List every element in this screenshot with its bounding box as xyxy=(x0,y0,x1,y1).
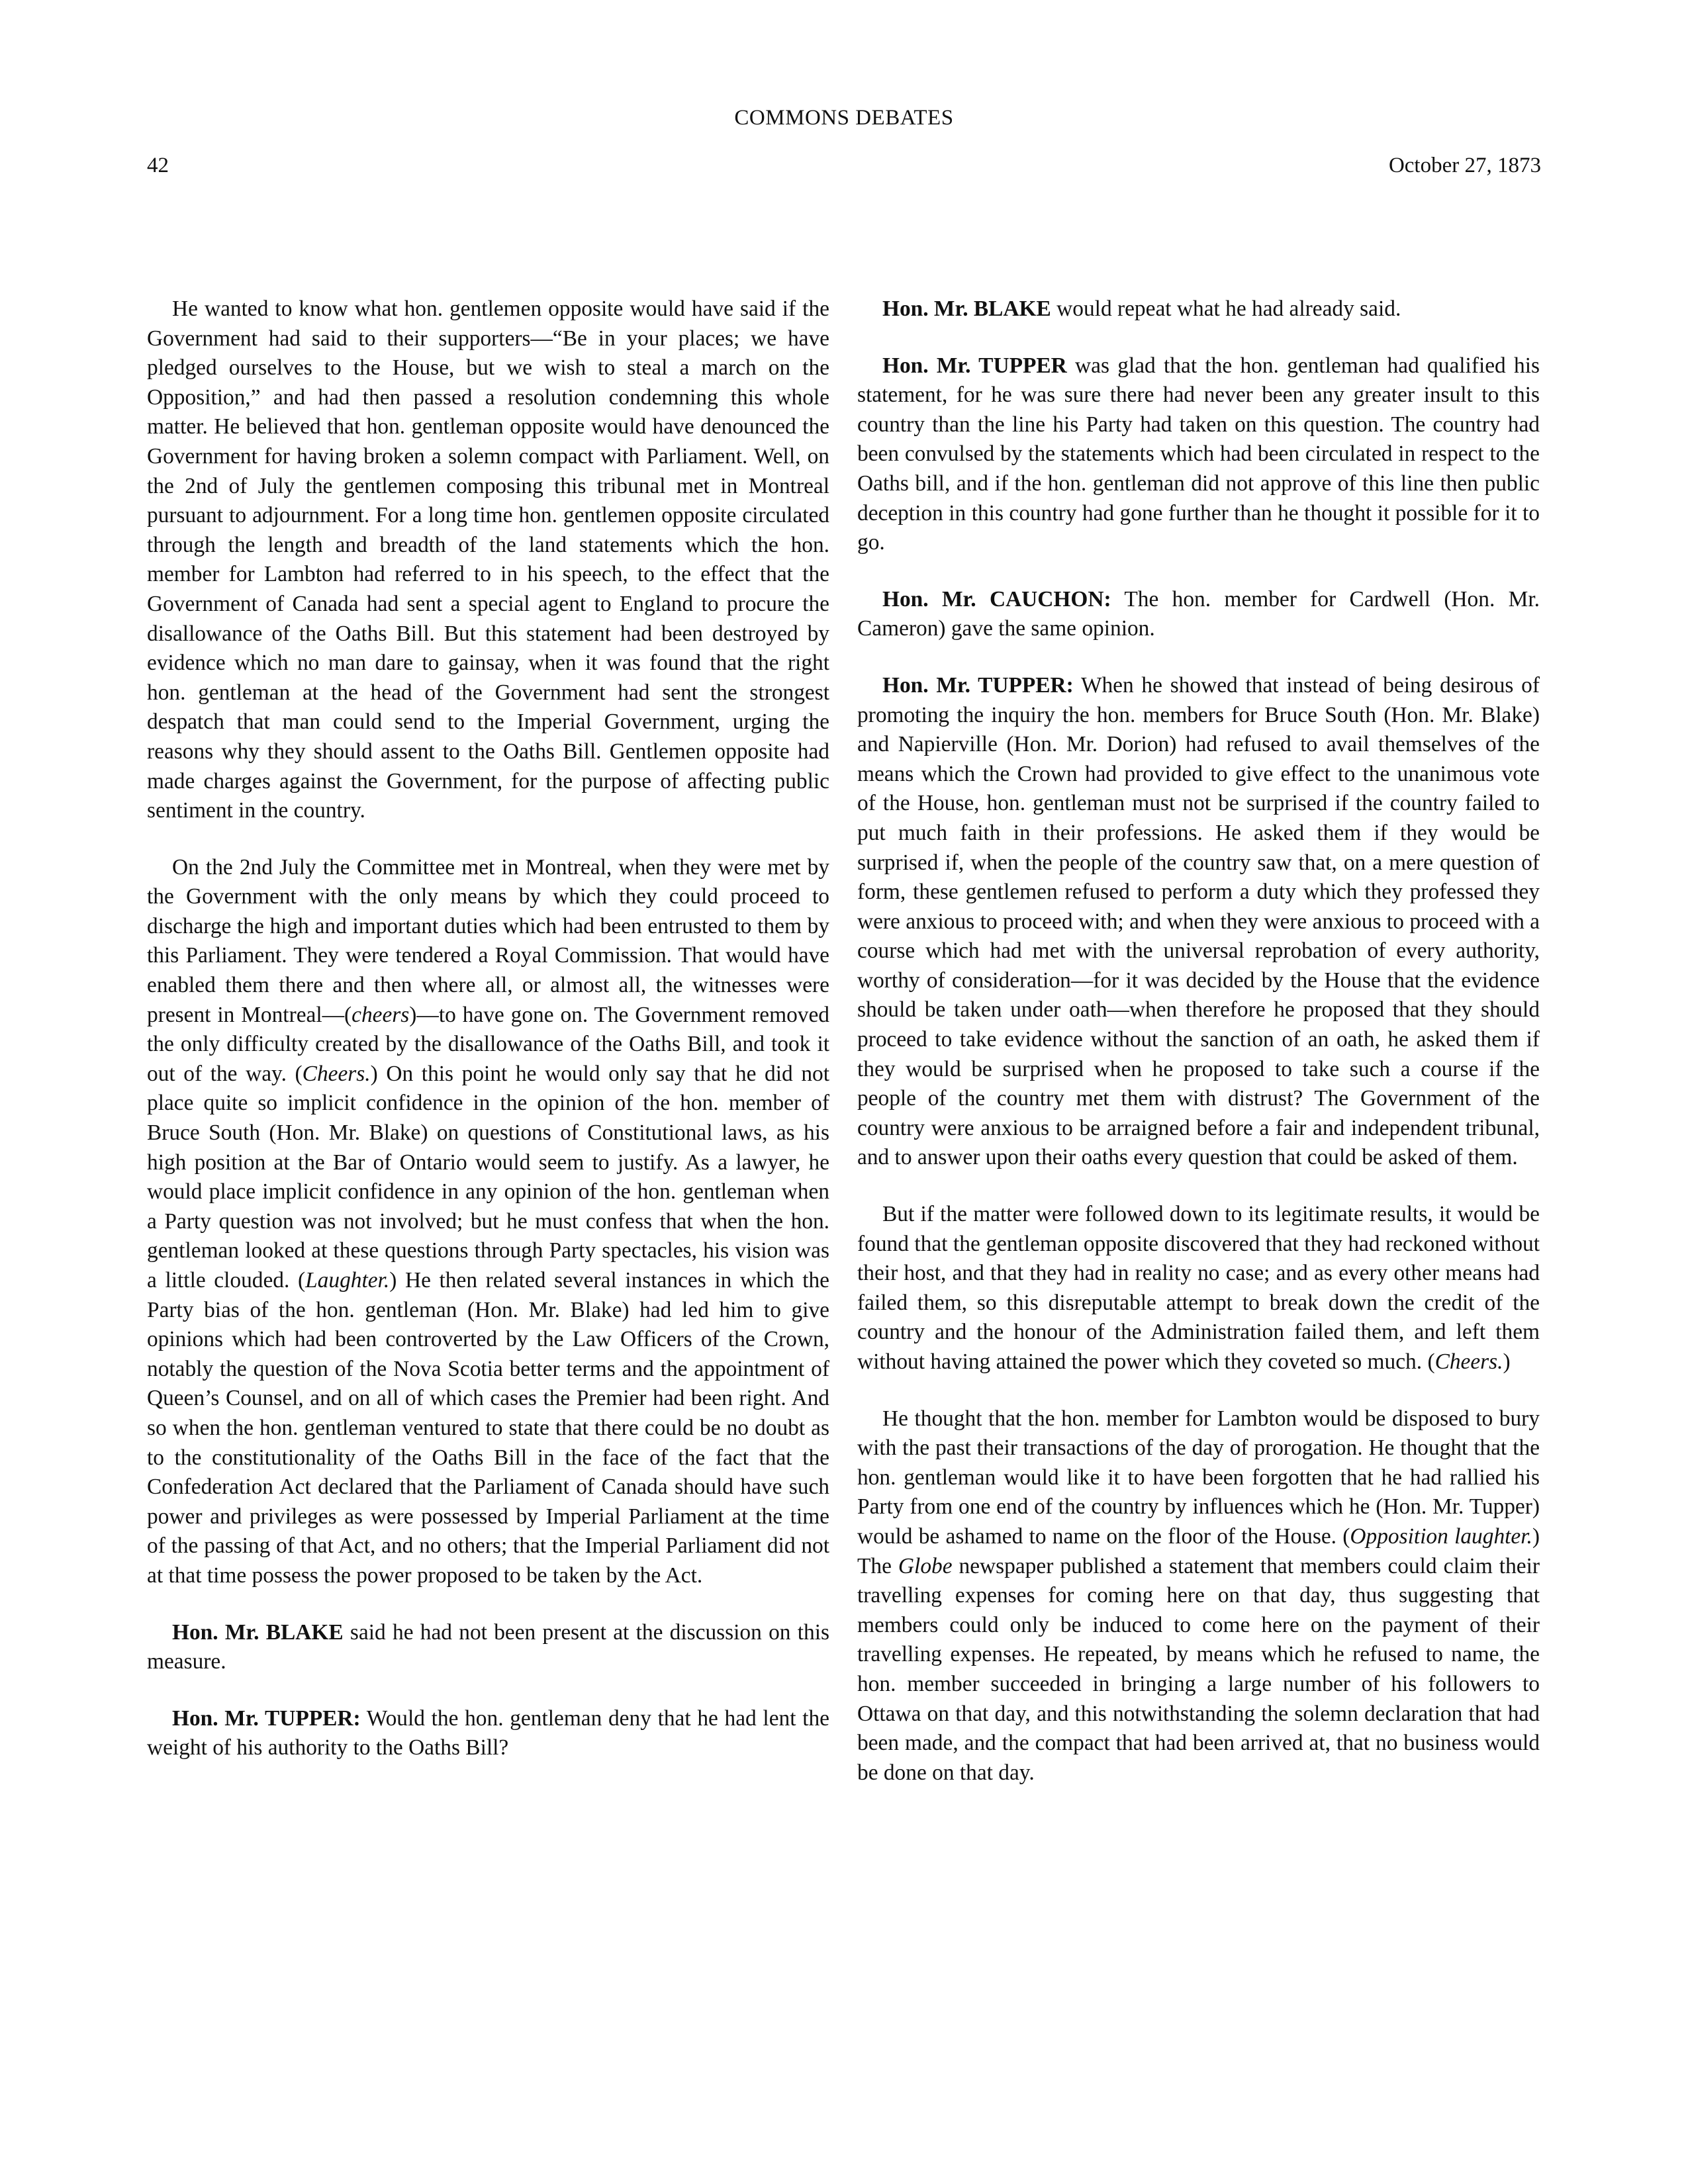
speaker-name: Hon. Mr. BLAKE xyxy=(172,1619,344,1645)
paragraph-text: newspaper published a statement that members could claim their travelling expenses for coming here on that day, thus suggesting that members could only be induced to come here on the payment of their travelling expenses. He repeated, by means which he refused to name, the hon. member succeeded in bringing a large number of his followers to Ottawa on that day, and this notwithstanding the solemn declaration that had been made, and the compact that had been arrived at, that no business would be done on that day. xyxy=(857,1553,1540,1785)
paragraph-text: ) He then related several instances in which the Party bias of the hon. gentleman (Hon. Mr. Blake) had led him to give opinions which had been controverted by the Law Officers of the Crown, notably the question of the Nova Scotia better terms and the appointment of Queen’s Counsel, and on all of which cases the Premier had been right. And so when the hon. gentleman ventured to state that there could be no doubt as to the constitutionality of the Oaths Bill in the face of the fact that the Confederation Act declared that the Parliament of Canada should have such power and privileges as were possessed by Imperial Parliament at the time of the passing of that Act, and no others; that the Imperial Parliament did not at that time possess the power proposed to be taken by the Act. xyxy=(147,1268,829,1588)
paragraph-text: —to have gone on. The Government removed the only difficulty created by the disallowance of the Oaths Bill, and took it out of the way. ( xyxy=(147,1002,829,1086)
paragraph-text: ) xyxy=(1503,1349,1511,1374)
speech-text: would repeat what he had already said. xyxy=(1051,296,1401,321)
stage-direction: Laughter. xyxy=(305,1268,390,1293)
speaker-name: Hon. Mr. TUPPER: xyxy=(172,1706,361,1731)
speaker-name: Hon. Mr. TUPPER: xyxy=(882,672,1074,698)
speech-text: Would the hon. gentleman deny that he had lent the weight of his authority to the Oaths Bill? xyxy=(147,1706,829,1760)
speech-text: said he had not been present at the discussion on this measure. xyxy=(147,1619,829,1674)
speech xyxy=(857,351,1540,558)
speech xyxy=(857,585,1540,644)
page-date: October 27, 1873 xyxy=(1388,154,1541,177)
stage-direction: Opposition laughter. xyxy=(1350,1524,1532,1549)
paragraph: On the 2nd July the Committee met in Montreal, when they were met by the Government with the only means by which they could proceed to discharge the high and important duties which had been entrusted to them by this Parliament. They were tendered a Royal Commission. That would have enabled them there and then where all, or almost all, the witnesses were present in Montreal—(cheers)—to have gone on. The Government removed the only difficulty created by the disallowance of the Oaths Bill, and took it out of the way. (Cheers.) On this point he would only say that he did not place quite so implicit confidence in the opinion of the hon. member of Bruce South (Hon. Mr. Blake) on questions of Constitutional laws, as his high position at the Bar of Ontario would seem to justify. As a lawyer, he would place implicit confidence in any opinion of the hon. gentleman when a Party question was not involved; but he must confess that when the hon. gentleman looked at these questions through Party spectacles, his vision was a little clouded. (Laughter.) He then related several instances in which the Party bias of the hon. gentleman (Hon. Mr. Blake) had led him to give opinions which had been controverted by the Law Officers of the Crown, notably the question of the Nova Scotia better terms and the appointment of Queen’s Counsel, and on all of which cases the Premier had been right. And so when the hon. gentleman ventured to state that there could be no doubt as to the constitutionality of the Oaths Bill in the face of the fact that the Confederation Act declared that the Parliament of Canada should have such power and privileges as were possessed by Imperial Parliament at the time of the passing of that Act, and no others; that the Imperial Parliament did not at that time possess the power proposed to be taken by the Act. xyxy=(147,854,830,1588)
page-number: 42 xyxy=(147,154,169,177)
left-column xyxy=(147,295,829,1790)
paragraph-text: But if the matter were followed down to its legitimate results, it would be found that the gentleman opposite discovered that they had reckoned without their host, and that they had in reality no case; and as every other means had failed them, so this disreputable attempt to break down the credit of the country and the honour of the Administration failed them, and left them without having attained the power which they coveted so much. ( xyxy=(857,1202,1540,1374)
speech-text: was glad that the hon. gentleman had qualified his statement, for he was sure there had never been any greater insult to this country than the line his Party had taken on this question. The country had been convulsed by the statements which had been circulated in respect to the Oaths bill, and if the hon. gentleman did not approve of this line then public deception in this country had gone further than he thought it possible for it to go. xyxy=(857,353,1540,555)
speech xyxy=(857,671,1540,1173)
paragraph-text: He thought that the hon. member for Lambton would be disposed to bury with the past their transactions of the day of prorogation. He thought that the hon. gentleman would like it to have been forgotten that he had rallied his Party from one end of the country by influences which he (Hon. Mr. Tupper) would be ashamed to name on the floor of the House. ( xyxy=(857,1406,1540,1549)
paragraph-text: ) On this point he would only say that he did not place quite so implicit confidence in the opinion of the hon. member of Bruce South (Hon. Mr. Blake) on questions of Constitutional laws, as his high position at the Bar of Ontario would seem to justify. As a lawyer, he would place implicit confidence in any opinion of the hon. gentleman when a Party question was not involved; but he must confess that when the hon. gentleman looked at these questions through Party spectacles, his vision was a little clouded. ( xyxy=(147,1061,830,1293)
running-head: COMMONS DEBATES xyxy=(734,106,954,130)
paragraph-text: On the 2nd July the Committee met in Montreal, when they were met by the Government with the only means by which they could proceed to discharge the high and important duties which had been entrusted to them by this Parliament. They were tendered a Royal Commission. That would have enabled them there and then where all, or almost all, the witnesses were present in Montreal— xyxy=(147,854,829,1027)
speaker-name: Hon. Mr. TUPPER xyxy=(882,353,1067,378)
speech xyxy=(147,1704,829,1763)
paragraph xyxy=(857,1200,1540,1377)
stage-direction: cheers xyxy=(352,1002,410,1027)
speaker-name: Hon. Mr. CAUCHON: xyxy=(882,586,1111,612)
newspaper-title: Globe xyxy=(898,1553,953,1578)
speech-text: The hon. member for Cardwell (Hon. Mr. Cameron) gave the same opinion. xyxy=(857,586,1540,641)
stage-direction: Cheers. xyxy=(302,1061,371,1086)
speaker-name: Hon. Mr. BLAKE xyxy=(882,296,1051,321)
paragraph: He wanted to know what hon. gentlemen opposite would have said if the Government had said to their supporters—“Be in your places; we have pledged ourselves to the House, but we wish to steal a march on the Opposition,” and had then passed a resolution condemning this whole matter. He believed that hon. gentleman opposite would have denounced the Government for having broken a solemn compact with Parliament. Well, on the 2nd of July the gentlemen composing this tribunal met in Montreal pursuant to adjournment. For a long time hon. gentlemen opposite circulated through the length and breadth of the land statements which the hon. member for Lambton had referred to in his speech, to the effect that the Government of Canada had sent a special agent to England to procure the disallowance of the Oaths Bill. But this statement had been destroyed by evidence which no man dare to gainsay, when it was found that the right hon. gentleman at the head of the Government had sent the strongest despatch that man could send to the Imperial Government, urging the reasons why they should assent to the Oaths Bill. Gentlemen opposite had made charges against the Government, for the purpose of affecting public sentiment in the country. xyxy=(147,296,829,823)
paragraph-text: ) The xyxy=(857,1524,1540,1578)
speech xyxy=(147,1618,829,1677)
stage-direction: Cheers. xyxy=(1434,1349,1503,1374)
right-column xyxy=(857,295,1540,1815)
speech-text: When he showed that instead of being desirous of promoting the inquiry the hon. members for Bruce South (Hon. Mr. Blake) and Napierville (Hon. Mr. Dorion) had refused to avail themselves of the means which the Crown had provided to give effect to the unanimous vote of the House, hon. gentleman must not be surprised if the country failed to put much faith in their professions. He asked them if they would be surprised if, when the people of the country saw that, on a mere question of form, these gentlemen refused to perform a duty which they professed they were anxious to proceed with; and when they were anxious to proceed with a course which had met with the universal reprobation of every authority, worthy of consideration—for it was decided by the House that the evidence should be taken under oath—when therefore he proposed that they should proceed to take evidence without the sanction of an oath, he asked them if they would be surprised when he proposed to take such a course if the people of the country met them with distrust? The Government of the country were anxious to be arraigned before a fair and independent tribunal, and to answer upon their oaths every question that could be asked of them. xyxy=(857,672,1540,1170)
paragraph xyxy=(857,1404,1540,1788)
speech xyxy=(857,295,1540,324)
